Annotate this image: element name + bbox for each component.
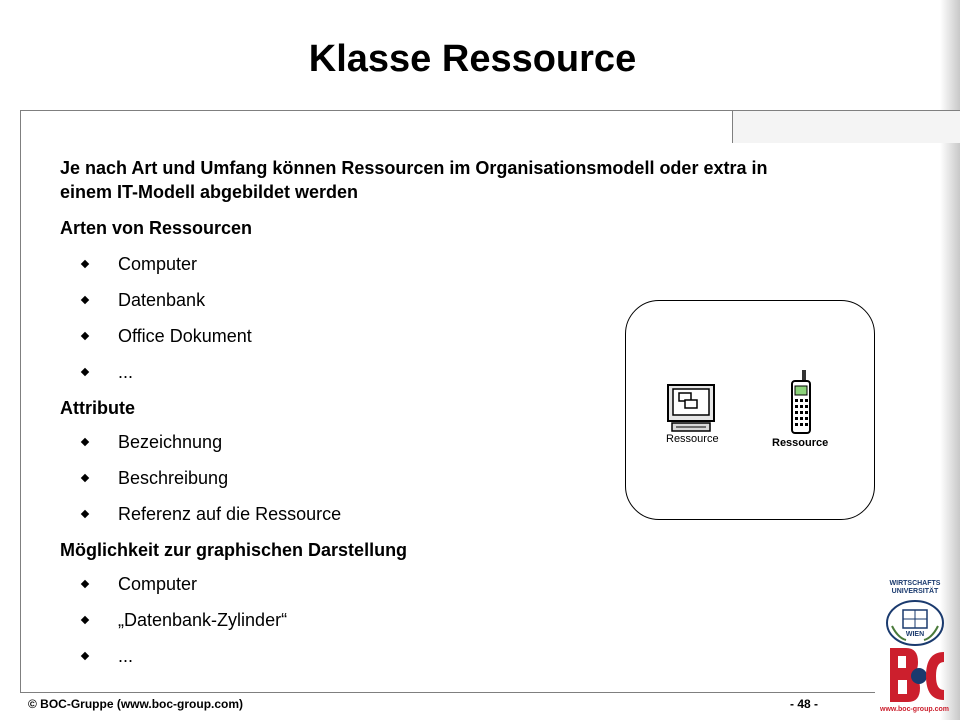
frame-bottom-line [20,692,875,693]
bullet-diamond-icon [81,296,89,304]
boc-logo-icon [886,646,946,704]
boc-brand-text [902,670,904,671]
computer-icon [666,383,718,435]
section-heading-attributes: Attribute [60,398,135,418]
frame-top-line [20,110,732,111]
logo-area [876,578,952,718]
slide-title: Klasse Ressource [308,38,637,80]
footer-copyright: © BOC-Gruppe (www.boc-group.com) [28,697,244,711]
boc-url-text: www.boc-group.com [880,706,949,713]
bullet-diamond-icon [81,616,89,624]
mobile-phone-icon [786,369,816,435]
bullet-diamond-icon [81,260,89,268]
header-tab-decoration [732,110,960,143]
bullet-diamond-icon [81,368,89,376]
phone-resource-label: Ressource [772,437,829,449]
intro-line-1: Je nach Art und Umfang können Ressourcen im Organisationsmodell oder extra in [60,158,768,178]
page-number: - 48 - [790,697,819,711]
bullet-diamond-icon [81,580,89,588]
section-heading-graphical-representation: Möglichkeit zur graphischen Darstellung [60,540,408,560]
bullet-diamond-icon [81,652,89,660]
computer-resource-label: Ressource [666,433,719,445]
university-city-text: WIEN [905,631,925,638]
section-heading-resource-types: Arten von Ressourcen [60,218,253,238]
university-name-text: WIRTSCHAFTS UNIVERSITÄT [889,580,941,595]
bullet-diamond-icon [81,438,89,446]
university-seal-icon [884,598,946,648]
intro-line-2: einem IT-Modell abgebildet werden [60,182,359,202]
resource-symbols-figure [625,300,875,520]
bullet-diamond-icon [81,510,89,518]
bullet-diamond-icon [81,332,89,340]
bullet-diamond-icon [81,474,89,482]
frame-left-line [20,110,21,692]
